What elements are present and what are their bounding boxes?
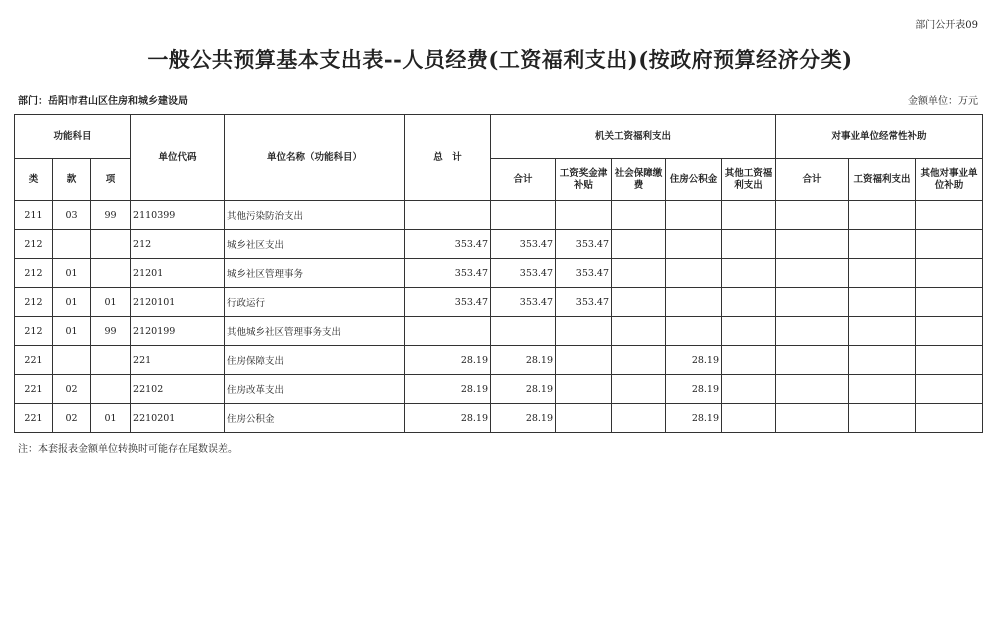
cell-social-security	[612, 375, 666, 404]
header-unit-name: 单位名称（功能科目）	[225, 115, 405, 201]
cell-other-subsidy	[916, 201, 983, 230]
cell-other-wage	[722, 375, 776, 404]
cell-agency-sum: 353.47	[491, 230, 556, 259]
cell-lei: 221	[15, 346, 53, 375]
cell-lei: 212	[15, 259, 53, 288]
cell-code: 2210201	[131, 404, 225, 433]
amount-unit-label: 金额单位：万元	[908, 96, 978, 107]
cell-total: 353.47	[405, 230, 491, 259]
cell-wage-welfare	[849, 346, 916, 375]
cell-social-security	[612, 201, 666, 230]
cell-kuan: 02	[53, 375, 91, 404]
cell-xiang	[91, 259, 131, 288]
cell-wage-welfare	[849, 404, 916, 433]
header-subsidy-group: 对事业单位经常性补助	[776, 115, 983, 159]
budget-table	[14, 114, 983, 433]
header-other-wage: 其他工资福利支出	[722, 159, 776, 201]
cell-name: 行政运行	[225, 288, 405, 317]
cell-xiang: 99	[91, 317, 131, 346]
cell-wage-welfare	[849, 230, 916, 259]
cell-kuan: 01	[53, 259, 91, 288]
cell-other-wage	[722, 230, 776, 259]
cell-total: 353.47	[405, 288, 491, 317]
table-row	[15, 404, 983, 433]
cell-subsidy-sum	[776, 317, 849, 346]
cell-lei: 221	[15, 375, 53, 404]
cell-social-security	[612, 317, 666, 346]
cell-kuan	[53, 346, 91, 375]
cell-other-subsidy	[916, 230, 983, 259]
cell-xiang	[91, 375, 131, 404]
cell-code: 2120199	[131, 317, 225, 346]
cell-housing-fund: 28.19	[666, 375, 722, 404]
cell-lei: 212	[15, 288, 53, 317]
header-total: 总 计	[405, 115, 491, 201]
cell-name: 住房改革支出	[225, 375, 405, 404]
cell-other-wage	[722, 201, 776, 230]
header-agency-sum: 合计	[491, 159, 556, 201]
header-kuan: 款	[53, 159, 91, 201]
cell-wage-welfare	[849, 201, 916, 230]
table-row	[15, 201, 983, 230]
form-id: 部门公开表09	[915, 20, 978, 31]
cell-kuan: 03	[53, 201, 91, 230]
table-row	[15, 375, 983, 404]
cell-wage-bonus	[556, 375, 612, 404]
cell-other-subsidy	[916, 259, 983, 288]
cell-wage-welfare	[849, 375, 916, 404]
cell-total: 28.19	[405, 375, 491, 404]
header-unit-code: 单位代码	[131, 115, 225, 201]
cell-agency-sum: 28.19	[491, 404, 556, 433]
cell-housing-fund: 28.19	[666, 404, 722, 433]
cell-subsidy-sum	[776, 288, 849, 317]
cell-agency-sum	[491, 201, 556, 230]
cell-other-subsidy	[916, 346, 983, 375]
header-agency-group: 机关工资福利支出	[491, 115, 776, 159]
cell-total: 353.47	[405, 259, 491, 288]
cell-subsidy-sum	[776, 259, 849, 288]
cell-other-subsidy	[916, 404, 983, 433]
cell-wage-welfare	[849, 288, 916, 317]
cell-wage-bonus	[556, 201, 612, 230]
cell-other-wage	[722, 317, 776, 346]
cell-name: 住房公积金	[225, 404, 405, 433]
cell-code: 2110399	[131, 201, 225, 230]
cell-lei: 212	[15, 317, 53, 346]
cell-social-security	[612, 346, 666, 375]
header-other-subsidy: 其他对事业单位补助	[916, 159, 983, 201]
cell-name: 其他城乡社区管理事务支出	[225, 317, 405, 346]
cell-other-wage	[722, 404, 776, 433]
cell-xiang: 01	[91, 404, 131, 433]
department-label: 部门：岳阳市君山区住房和城乡建设局	[18, 96, 188, 107]
cell-code: 2120101	[131, 288, 225, 317]
cell-other-wage	[722, 288, 776, 317]
header-wage-bonus: 工资奖金津补贴	[556, 159, 612, 201]
cell-subsidy-sum	[776, 375, 849, 404]
cell-other-wage	[722, 346, 776, 375]
cell-social-security	[612, 404, 666, 433]
cell-xiang: 01	[91, 288, 131, 317]
cell-lei: 212	[15, 230, 53, 259]
cell-wage-bonus: 353.47	[556, 230, 612, 259]
table-row	[15, 288, 983, 317]
cell-other-wage	[722, 259, 776, 288]
cell-wage-welfare	[849, 317, 916, 346]
cell-kuan	[53, 230, 91, 259]
header-wage-welfare: 工资福利支出	[849, 159, 916, 201]
cell-lei: 211	[15, 201, 53, 230]
cell-kuan: 01	[53, 317, 91, 346]
cell-social-security	[612, 259, 666, 288]
cell-agency-sum	[491, 317, 556, 346]
cell-subsidy-sum	[776, 230, 849, 259]
cell-xiang	[91, 346, 131, 375]
cell-subsidy-sum	[776, 201, 849, 230]
cell-code: 22102	[131, 375, 225, 404]
cell-housing-fund	[666, 230, 722, 259]
cell-other-subsidy	[916, 375, 983, 404]
cell-housing-fund: 28.19	[666, 346, 722, 375]
cell-xiang: 99	[91, 201, 131, 230]
cell-social-security	[612, 230, 666, 259]
header-row-1	[15, 115, 983, 159]
cell-agency-sum: 353.47	[491, 259, 556, 288]
cell-housing-fund	[666, 259, 722, 288]
cell-total	[405, 201, 491, 230]
header-xiang: 项	[91, 159, 131, 201]
cell-wage-bonus	[556, 317, 612, 346]
cell-kuan: 01	[53, 288, 91, 317]
cell-other-subsidy	[916, 288, 983, 317]
table-row	[15, 346, 983, 375]
cell-subsidy-sum	[776, 346, 849, 375]
cell-code: 212	[131, 230, 225, 259]
cell-name: 其他污染防治支出	[225, 201, 405, 230]
cell-agency-sum: 28.19	[491, 346, 556, 375]
cell-wage-bonus: 353.47	[556, 288, 612, 317]
header-lei: 类	[15, 159, 53, 201]
cell-wage-bonus	[556, 404, 612, 433]
cell-wage-bonus	[556, 346, 612, 375]
cell-agency-sum: 353.47	[491, 288, 556, 317]
header-housing-fund: 住房公积金	[666, 159, 722, 201]
cell-name: 住房保障支出	[225, 346, 405, 375]
footnote: 注：本套报表金额单位转换时可能存在尾数误差。	[18, 444, 238, 455]
cell-total	[405, 317, 491, 346]
cell-housing-fund	[666, 201, 722, 230]
cell-total: 28.19	[405, 404, 491, 433]
table-row	[15, 259, 983, 288]
cell-kuan: 02	[53, 404, 91, 433]
cell-other-subsidy	[916, 317, 983, 346]
cell-code: 221	[131, 346, 225, 375]
cell-housing-fund	[666, 317, 722, 346]
header-func-subject: 功能科目	[15, 115, 131, 159]
cell-subsidy-sum	[776, 404, 849, 433]
table-row	[15, 230, 983, 259]
cell-xiang	[91, 230, 131, 259]
table-row	[15, 317, 983, 346]
cell-wage-welfare	[849, 259, 916, 288]
cell-wage-bonus: 353.47	[556, 259, 612, 288]
cell-name: 城乡社区支出	[225, 230, 405, 259]
page-title: 一般公共预算基本支出表--人员经费(工资福利支出)(按政府预算经济分类)	[147, 47, 853, 72]
cell-lei: 221	[15, 404, 53, 433]
cell-total: 28.19	[405, 346, 491, 375]
cell-agency-sum: 28.19	[491, 375, 556, 404]
cell-social-security	[612, 288, 666, 317]
cell-name: 城乡社区管理事务	[225, 259, 405, 288]
cell-housing-fund	[666, 288, 722, 317]
header-subsidy-sum: 合计	[776, 159, 849, 201]
cell-code: 21201	[131, 259, 225, 288]
header-social-security: 社会保障缴费	[612, 159, 666, 201]
